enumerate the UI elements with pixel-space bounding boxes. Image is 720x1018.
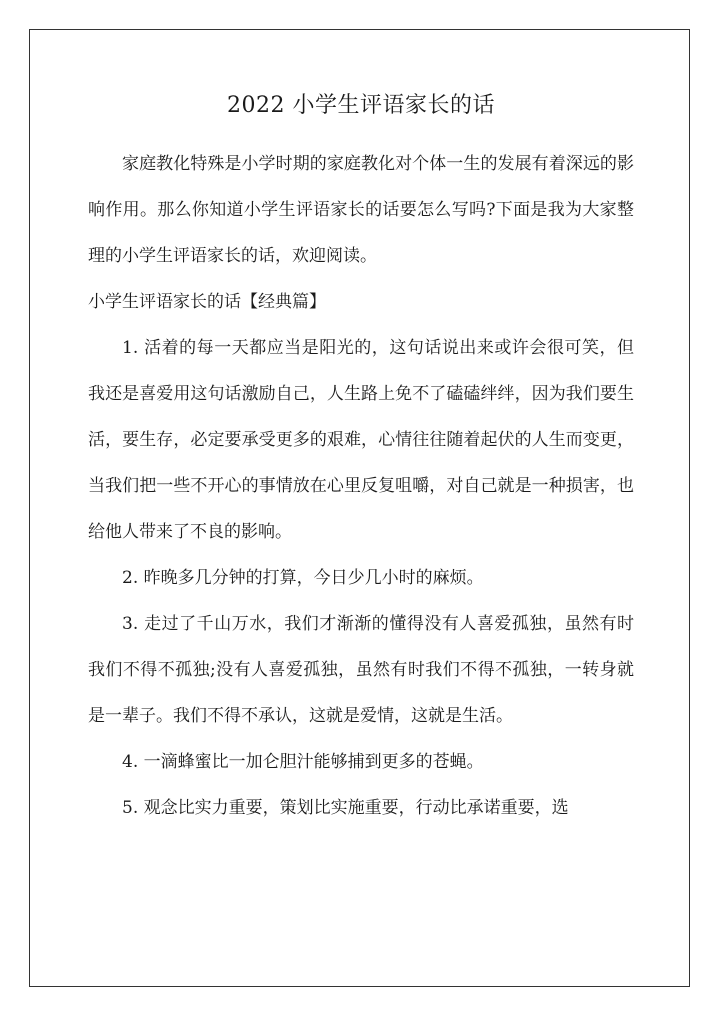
list-item: 1. 活着的每一天都应当是阳光的，这句话说出来或许会很可笑，但我还是喜爱用这句话激励自己，人生路上免不了磕磕绊绊，因为我们要生活，要生存，必定要承受更多的艰难，心情往往随着起伏的人生而变更，当我们把一些不开心的事情放在心里反复咀嚼，对自己就是一种损害，也给他人带来了不良的影响。 [88,338,634,542]
list-item: 3. 走过了千山万水，我们才渐渐的懂得没有人喜爱孤独，虽然有时我们不得不孤独;没有人喜爱孤独，虽然有时我们不得不孤独，一转身就是一辈子。我们不得不承认，这就是爱情，这就是生活。 [88,614,634,726]
intro-paragraph: 家庭教化特殊是小学时期的家庭教化对个体一生的发展有着深远的影响作用。那么你知道小学生评语家长的话要怎么写吗?下面是我为大家整理的小学生评语家长的话，欢迎阅读。 [88,154,634,266]
section-heading: 小学生评语家长的话【经典篇】 [88,292,326,312]
list-item: 5. 观念比实力重要，策划比实施重要，行动比承诺重要，选 [122,798,569,818]
document-body [88,84,634,831]
list-item: 2. 昨晚多几分钟的打算，今日少几小时的麻烦。 [122,568,484,588]
page-title: 2022 小学生评语家长的话 [227,93,495,118]
list-item: 4. 一滴蜂蜜比一加仑胆汁能够捕到更多的苍蝇。 [122,752,484,772]
